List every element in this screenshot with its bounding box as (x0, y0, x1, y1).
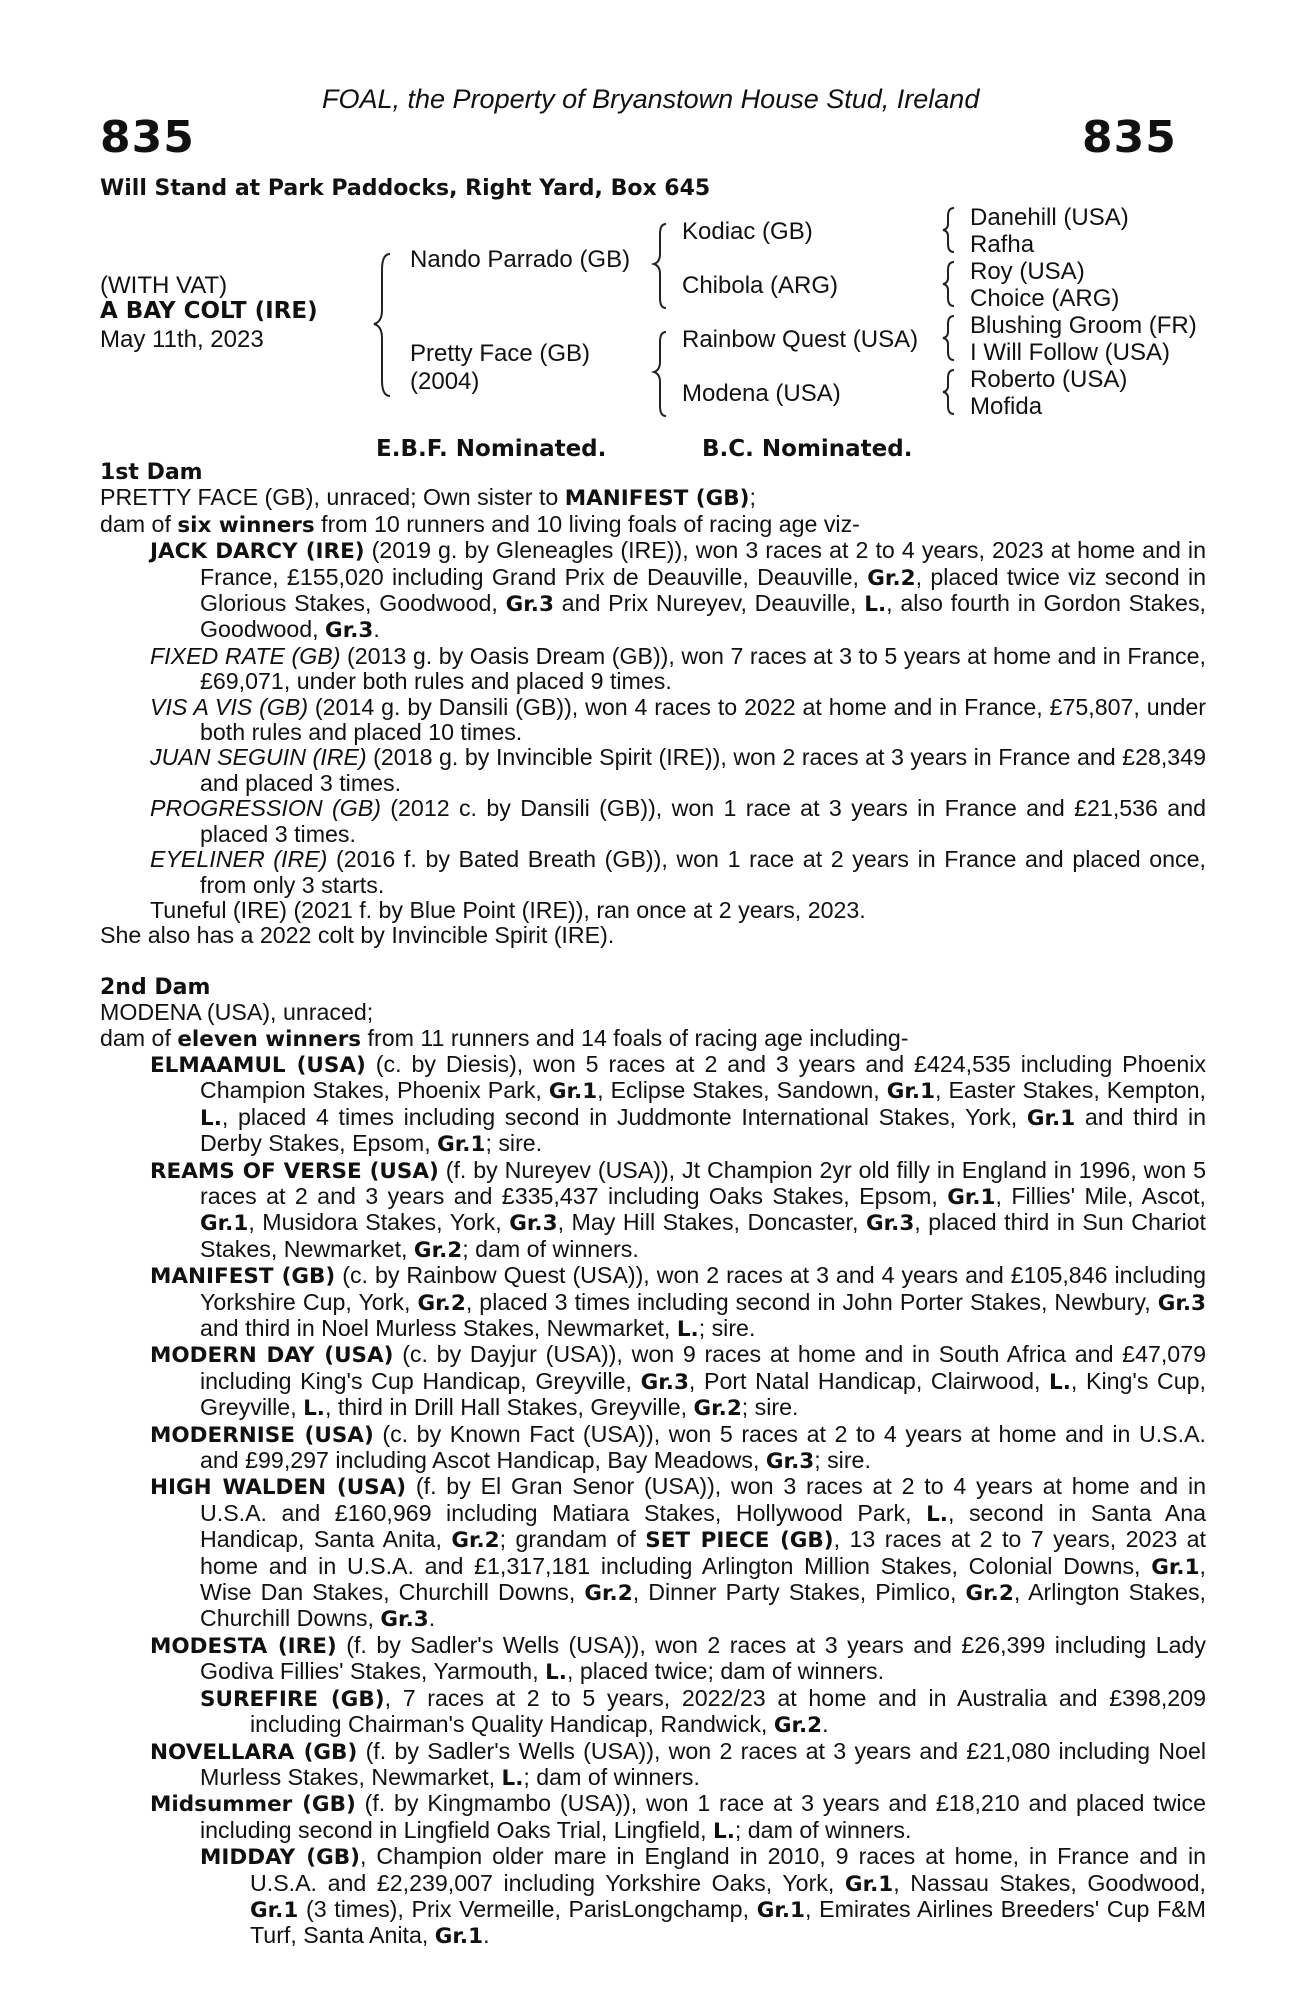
second-dam-heading: 2nd Dam (100, 974, 211, 1000)
first-dam-produce-summary: dam of six winners from 10 runners and 10 living foals of racing age viz- (100, 510, 860, 538)
pedigree-sire-dam: Chibola (ARG) (682, 272, 839, 299)
pedigree-g3-1: Danehill (USA) (970, 204, 1129, 231)
produce-jack-darcy: JACK DARCY (IRE) (2019 g. by Gleneagles (IRE)), won 3 races at 2 to 4 years, 2023 at home and in France, £155,020 including Grand Prix de Deauville, Deauville, Gr.2, placed twice viz second in Glorious Stakes, Goodwood, Gr.3 and Prix Nureyev, Deauville, L., also fourth in Gordon Stakes, Goodwood, Gr.3. (150, 537, 1206, 644)
pedigree-g3-4: Choice (ARG) (970, 285, 1120, 312)
first-dam-also: She also has a 2022 colt by Invincible Spirit (IRE). (100, 922, 615, 949)
pedigree-dam-dam: Modena (USA) (682, 380, 841, 407)
produce-juan-seguin: JUAN SEGUIN (IRE) (2018 g. by Invincible Spirit (IRE)), won 2 races at 3 years in France and £28,349 and placed 3 times. (150, 744, 1206, 796)
pedigree-g3-7: Roberto (USA) (970, 366, 1128, 393)
pedigree-brace-g3-4 (934, 364, 964, 420)
produce-midday: MIDDAY (GB), Champion older mare in England in 2010, 9 races at home, in France and in U.S.A. and £2,239,007 including Yorkshire Oaks, York, Gr.1, Nassau Stakes, Goodwood, Gr.1 (3 times), Prix Vermeille, ParisLongchamp, Gr.1, Emirates Airlines Breeders' Cup F&M Turf, Santa Anita, Gr.1. (200, 1843, 1206, 1950)
pedigree-g3-2: Rafha (970, 231, 1035, 258)
produce-modesta: MODESTA (IRE) (f. by Sadler's Wells (USA)), won 2 races at 3 years and £26,399 including Lady Godiva Fillies' Stakes, Yarmouth, L., placed twice; dam of winners. (150, 1631, 1206, 1686)
produce-tuneful: Tuneful (IRE) (2021 f. by Blue Point (IRE)), ran once at 2 years, 2023. (150, 896, 866, 923)
subject-name: A BAY COLT (IRE) (100, 298, 318, 324)
produce-elmaamul: ELMAAMUL (USA) (c. by Diesis), won 5 races at 2 and 3 years and £424,535 including Phoenix Champion Stakes, Phoenix Park, Gr.1, Eclipse Stakes, Sandown, Gr.1, Easter Stakes, Kempton, L., placed 4 times including second in Juddmonte International Stakes, York, Gr.1 and third in Derby Stakes, Epsom, Gr.1; sire. (150, 1050, 1206, 1158)
subject-dob: May 11th, 2023 (100, 326, 264, 353)
produce-eyeliner: EYELINER (IRE) (2016 f. by Bated Breath (GB)), won 1 race at 2 years in France and placed once, from only 3 starts. (150, 846, 1206, 898)
produce-reams-of-verse: REAMS OF VERSE (USA) (f. by Nureyev (USA)), Jt Champion 2yr old filly in England in 1996, won 5 races at 2 and 3 years and £335,437 including Oaks Stakes, Epsom, Gr.1, Fillies' Mile, Ascot, Gr.1, Musidora Stakes, York, Gr.3, May Hill Stakes, Doncaster, Gr.3, placed third in Sun Chariot Stakes, Newmarket, Gr.2; dam of winners. (150, 1156, 1206, 1263)
produce-progression: PROGRESSION (GB) (2012 c. by Dansili (GB)), won 1 race at 3 years in France and £21,536 and placed 3 times. (150, 795, 1206, 847)
second-dam-produce-summary: dam of eleven winners from 11 runners and 14 foals of racing age including- (100, 1024, 909, 1052)
pedigree-brace-g3-1 (934, 202, 964, 258)
stand-location: Will Stand at Park Paddocks, Right Yard, Box 645 (100, 176, 711, 201)
produce-modern-day: MODERN DAY (USA) (c. by Dayjur (USA)), won 9 races at home and in South Africa and £47,079 including King's Cup Handicap, Greyville, Gr.3, Port Natal Handicap, Clairwood, L., King's Cup, Greyville, L., third in Drill Hall Stakes, Greyville, Gr.2; sire. (150, 1341, 1206, 1422)
lot-number-right: 835 (1082, 112, 1177, 163)
produce-midsummer: Midsummer (GB) (f. by Kingmambo (USA)), won 1 race at 3 years and £18,210 and placed twice including second in Lingfield Oaks Trial, Lingfield, L.; dam of winners. (150, 1790, 1206, 1844)
catalogue-body (100, 460, 1206, 1950)
produce-novellara: NOVELLARA (GB) (f. by Sadler's Wells (USA)), won 2 races at 3 years and £21,080 including Noel Murless Stakes, Newmarket, L.; dam of winners. (150, 1737, 1207, 1791)
first-dam-line: PRETTY FACE (GB), unraced; Own sister to MANIFEST (GB); (100, 484, 756, 512)
pedigree-sire: Nando Parrado (GB) (410, 246, 631, 273)
owner-line: FOAL, the Property of Bryanstown House Stud, Ireland (322, 84, 980, 114)
pedigree-g3-5: Blushing Groom (FR) (970, 312, 1197, 339)
produce-manifest: MANIFEST (GB) (c. by Rainbow Quest (USA)), won 2 races at 3 and 4 years and £105,846 including Yorkshire Cup, York, Gr.2, placed 3 times including second in John Porter Stakes, Newbury, Gr.3 and third in Noel Murless Stakes, Newmarket, L.; sire. (150, 1262, 1206, 1342)
vat-note: (WITH VAT) (100, 272, 228, 299)
pedigree-brace-sire (640, 212, 680, 322)
produce-vis-a-vis: VIS A VIS (GB) (2014 g. by Dansili (GB)), won 4 races to 2022 at home and in France, £75,807, under both rules and placed 10 times. (150, 693, 1207, 746)
pedigree-brace-g3-2 (934, 256, 964, 312)
pedigree-dam: Pretty Face (GB) (410, 340, 591, 367)
bc-nomination: B.C. Nominated. (702, 436, 913, 462)
produce-surefire: SUREFIRE (GB), 7 races at 2 to 5 years, 2022/23 at home and in Australia and £398,209 including Chairman's Quality Handicap, Randwick, Gr.2. (200, 1684, 1206, 1739)
pedigree-dam-year: (2004) (410, 368, 480, 395)
pedigree-brace-g3-3 (934, 310, 964, 366)
pedigree-g3-8: Mofida (970, 393, 1043, 420)
pedigree-dam-sire: Rainbow Quest (USA) (682, 326, 919, 353)
pedigree-g3-6: I Will Follow (USA) (970, 339, 1171, 366)
first-dam-heading: 1st Dam (100, 460, 203, 485)
ebf-nomination: E.B.F. Nominated. (376, 436, 607, 462)
produce-high-walden: HIGH WALDEN (USA) (f. by El Gran Senor (USA)), won 3 races at 2 to 4 years at home and in U.S.A. and £160,969 including Matiara Stakes, Hollywood Park, L., second in Santa Ana Handicap, Santa Anita, Gr.2; grandam of SET PIECE (GB), 13 races at 2 to 7 years, 2023 at home and in U.S.A. and £1,317,181 including Arlington Million Stakes, Colonial Downs, Gr.1, Wise Dan Stakes, Churchill Downs, Gr.2, Dinner Party Stakes, Pimlico, Gr.2, Arlington Stakes, Churchill Downs, Gr.3. (150, 1473, 1207, 1633)
produce-fixed-rate: FIXED RATE (GB) (2013 g. by Oasis Dream (GB)), won 7 races at 3 to 5 years at home and in France, £69,071, under both rules and placed 9 times. (150, 642, 1206, 695)
pedigree-g3-3: Roy (USA) (970, 258, 1085, 285)
lot-number-left: 835 (100, 112, 195, 163)
second-dam-line: MODENA (USA), unraced; (100, 999, 374, 1026)
produce-modernise: MODERNISE (USA) (c. by Known Fact (USA)), won 5 races at 2 to 4 years at home and in U.S.A. and £99,297 including Ascot Handicap, Bay Meadows, Gr.3; sire. (150, 1420, 1206, 1475)
pedigree-sire-sire: Kodiac (GB) (682, 218, 813, 245)
pedigree-brace-dam (640, 320, 680, 430)
